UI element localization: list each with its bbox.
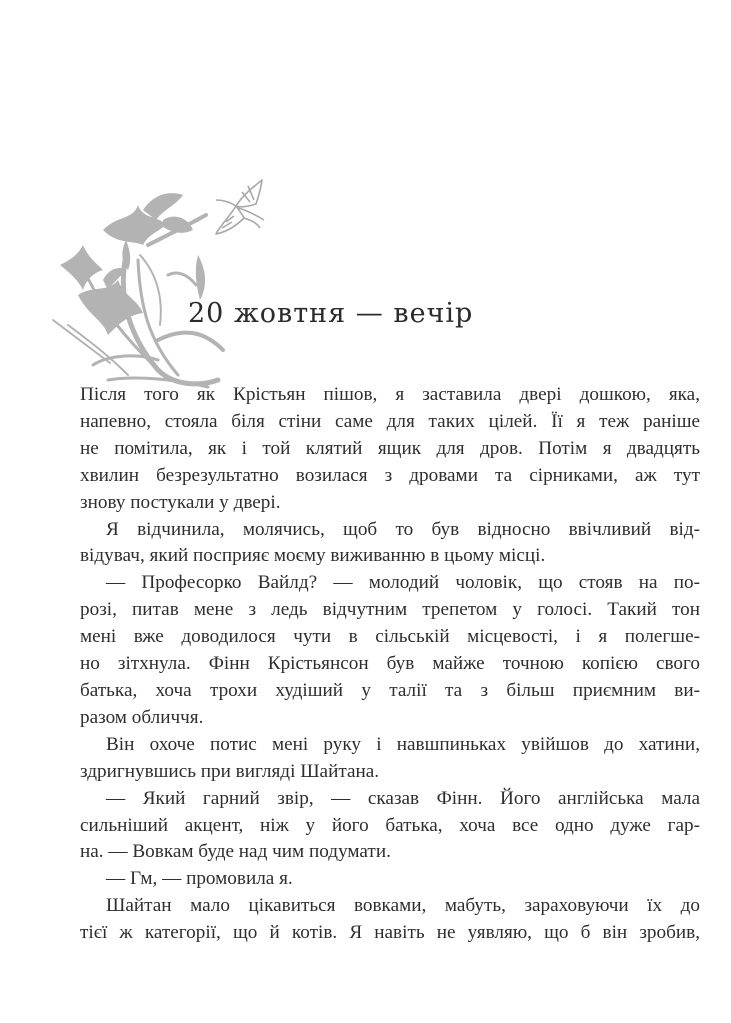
text-line: — Гм, — промовила я. <box>106 868 293 890</box>
text-line: хвилин безрезультатно возилася з дровами та сірниками, аж тут <box>80 464 700 486</box>
text-line: Після того як Крістьян пішов, я заставила двері дошкою, яка, <box>80 384 700 405</box>
paragraph <box>80 893 700 947</box>
paragraph <box>80 786 700 867</box>
text-line: здригнувшись при вигляді Шайтана. <box>80 760 380 782</box>
text-line: но зітхнула. Фінн Крістьянсон був майже точною копією свого <box>80 653 700 675</box>
butterfly-icon <box>212 178 272 238</box>
text-line: сильніший акцент, ніж у його батька, хоча все одно дуже гар- <box>80 814 700 836</box>
paragraph <box>80 517 700 571</box>
text-line: знову постукали у двері. <box>80 491 281 513</box>
body-text <box>80 382 700 947</box>
text-line: разом обличчя. <box>80 706 204 728</box>
paragraph <box>80 732 700 786</box>
text-line: мені вже доводилося чути в сільській місцевості, і я полегше- <box>80 626 700 648</box>
text-line: відувач, який посприяє моєму виживанню в цьому місці. <box>80 545 546 567</box>
paragraph <box>80 866 700 893</box>
text-line: Він охоче потис мені руку і навшпиньках увійшов до хатини, <box>106 733 700 755</box>
text-line: тієї ж категорії, що й котів. Я навіть не уявляю, що б він зробив, <box>80 922 700 944</box>
text-line: не помітила, як і той клятий ящик для дров. Потім я двадцять <box>80 437 700 459</box>
chapter-title: 20 жовтня — вечір <box>188 298 474 330</box>
text-line: Шайтан мало цікавиться вовками, мабуть, зараховуючи їх до <box>106 895 700 917</box>
text-line: розі, питав мене з ледь відчутним трепетом у голосі. Такий тон <box>80 599 700 621</box>
text-line: Я відчинила, молячись, щоб то був відносно ввічливий від- <box>106 518 700 540</box>
paragraph <box>80 382 700 517</box>
text-line: — Який гарний звір, — сказав Фінн. Його англійська мала <box>106 787 700 809</box>
paragraph <box>80 570 700 731</box>
text-line: напевно, стояла біля стіни саме для таких цілей. Її я теж раніше <box>80 410 700 432</box>
text-line: на. — Вовкам буде над чим подумати. <box>80 841 391 863</box>
text-line: батька, хоча трохи худіший у талії та з більш приємним ви- <box>80 679 700 701</box>
text-line: — Професорко Вайлд? — молодий чоловік, що стояв на по- <box>106 572 700 594</box>
